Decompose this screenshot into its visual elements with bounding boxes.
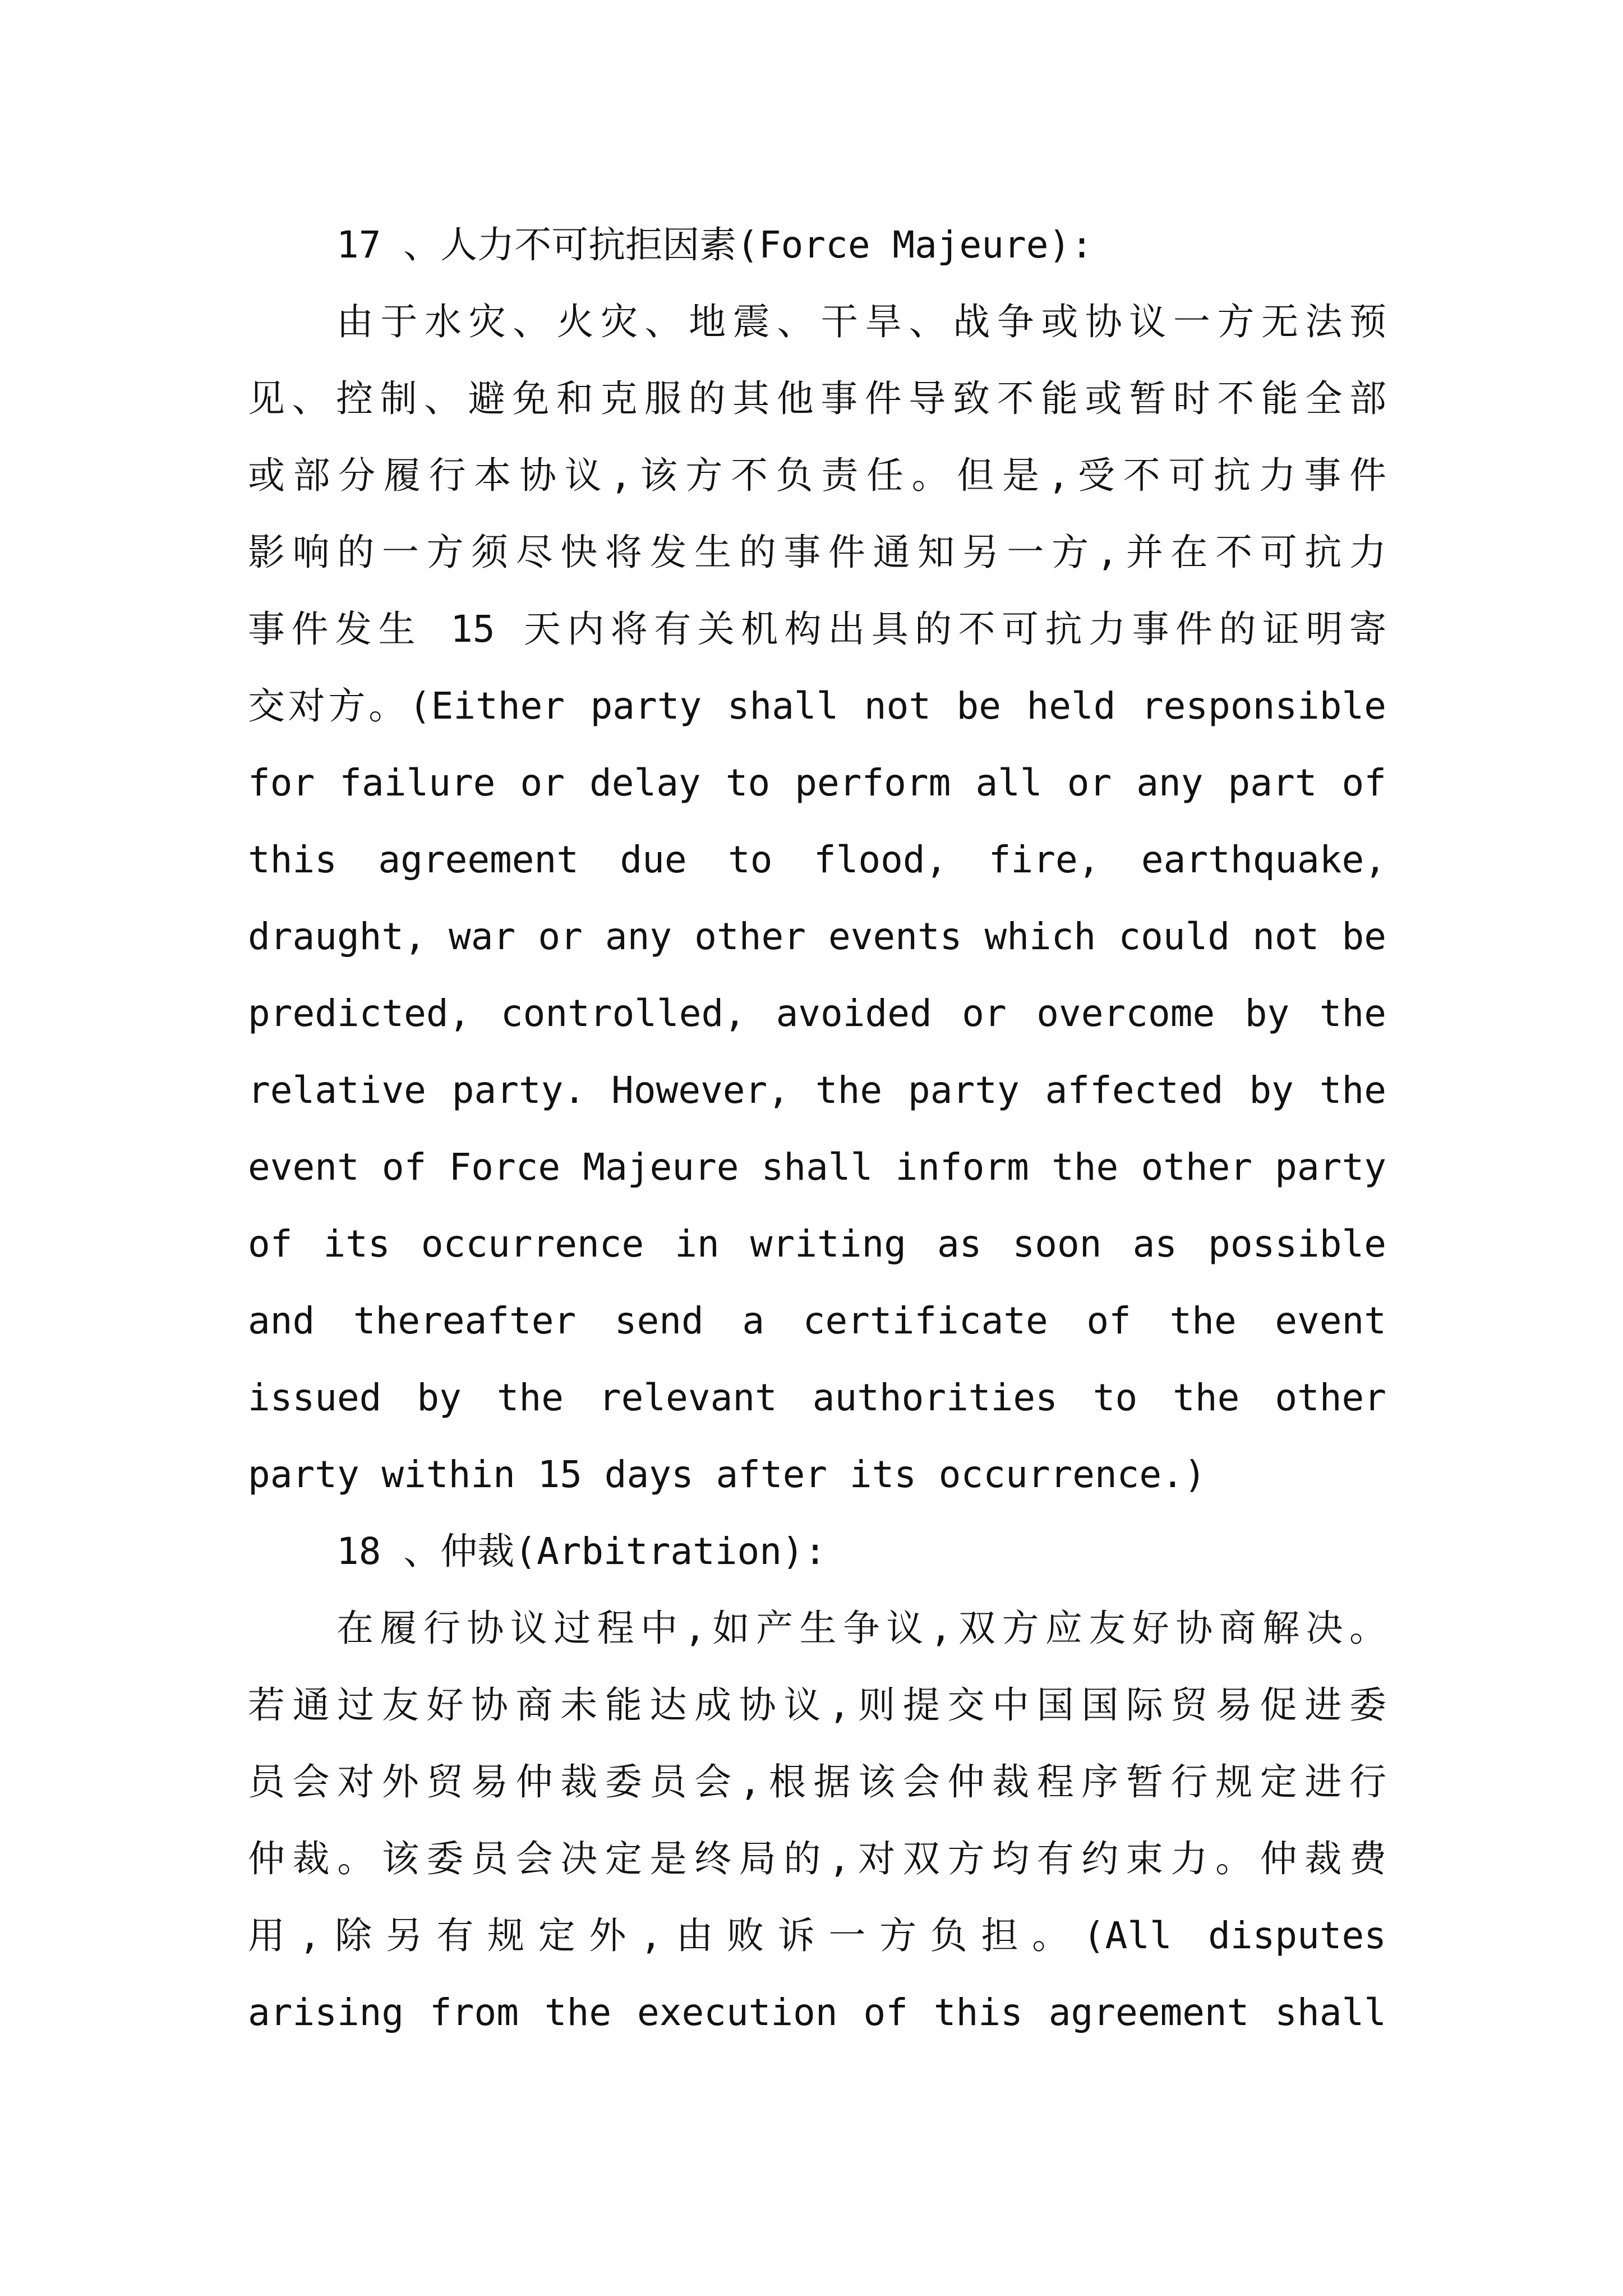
paragraph-line: 在履行协议过程中,如产生争议,双方应友好协商解决。 <box>336 1607 1386 1650</box>
paragraph-line: this agreement due to flood, fire, earthquake, <box>248 838 1386 881</box>
paragraph-line: 若通过友好协商未能达成协议,则提交中国国际贸易促进委 <box>248 1683 1386 1727</box>
paragraph-line: of its occurrence in writing as soon as possible <box>248 1222 1386 1266</box>
paragraph-line: 见、控制、避免和克服的其他事件导致不能或暂时不能全部 <box>248 377 1386 420</box>
paragraph-line: 事件发生 15 天内将有关机构出具的不可抗力事件的证明寄 <box>248 608 1386 651</box>
paragraph-line: relative party. However, the party affected by the <box>248 1069 1386 1112</box>
paragraph-line: draught, war or any other events which could not be <box>248 915 1386 958</box>
paragraph-line: and thereafter send a certificate of the event <box>248 1299 1386 1342</box>
paragraph-line: 由于水灾、火灾、地震、干旱、战争或协议一方无法预 <box>336 300 1386 343</box>
section-17-heading: 17 、人力不可抗拒因素(Force Majeure): <box>336 223 1093 266</box>
paragraph-line: event of Force Majeure shall inform the other party <box>248 1145 1386 1189</box>
paragraph-line: arising from the execution of this agreement shall <box>248 1991 1386 2034</box>
paragraph-line: 影响的一方须尽快将发生的事件通知另一方,并在不可抗力 <box>248 531 1386 574</box>
paragraph-line: for failure or delay to perform all or any part of <box>248 761 1386 804</box>
section-18-heading: 18 、仲裁(Arbitration): <box>336 1530 827 1573</box>
paragraph-line: 用,除另有规定外,由败诉一方负担。(All disputes <box>248 1914 1386 1957</box>
paragraph-line: 交对方。(Either party shall not be held responsible <box>248 684 1386 728</box>
paragraph-line: 或部分履行本协议,该方不负责任。但是,受不可抗力事件 <box>248 454 1386 497</box>
paragraph-line: 员会对外贸易仲裁委员会,根据该会仲裁程序暂行规定进行 <box>248 1760 1386 1803</box>
paragraph-line: issued by the relevant authorities to the other <box>248 1376 1386 1419</box>
paragraph-line: 仲裁。该委员会决定是终局的,对双方均有约束力。仲裁费 <box>248 1837 1386 1880</box>
paragraph-line: party within 15 days after its occurrence.) <box>248 1453 1206 1496</box>
paragraph-line: predicted, controlled, avoided or overcome by the <box>248 992 1386 1035</box>
